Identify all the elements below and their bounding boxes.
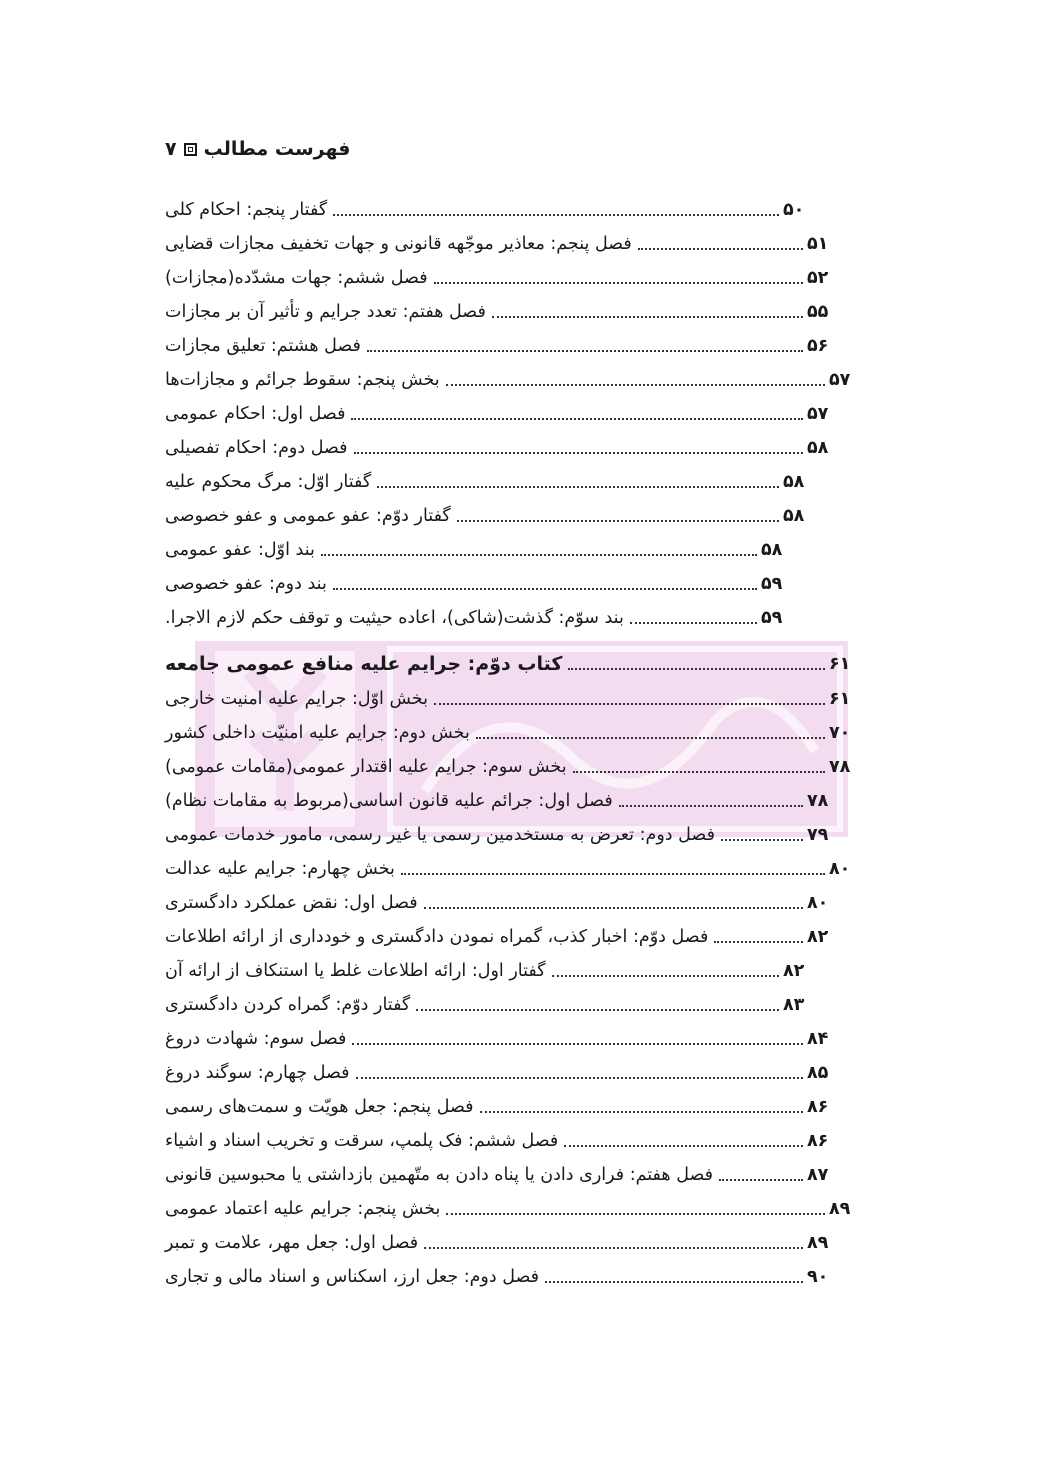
dot-leader	[545, 1281, 803, 1283]
toc-entry-title: فصل ششم: جهات مشدّده(مجازات)	[165, 268, 428, 288]
toc-entry[interactable]	[165, 468, 855, 496]
toc-entry-page: ۵۲	[807, 268, 829, 288]
toc-entry-page: ۸۰	[807, 893, 829, 913]
toc-entry[interactable]	[165, 1093, 855, 1121]
toc-entry-title: فصل اول: نقض عملکرد دادگستری	[165, 893, 418, 913]
dot-leader	[424, 1247, 803, 1249]
dot-leader	[564, 1145, 803, 1147]
toc-entry[interactable]	[165, 991, 855, 1019]
toc-entry[interactable]	[165, 570, 855, 598]
dot-leader	[401, 873, 825, 875]
toc-entry[interactable]	[165, 230, 855, 258]
toc-entry-title: کتاب دوّم: جرایم علیه منافع عمومی جامعه	[165, 653, 563, 675]
toc-entry-page: ۷۹	[807, 825, 829, 845]
dot-leader	[446, 384, 825, 386]
toc-entry-page: ۵۸	[783, 472, 805, 492]
toc-entry[interactable]	[165, 298, 855, 326]
dot-leader	[446, 1213, 825, 1215]
dot-leader	[552, 975, 779, 977]
toc-entry[interactable]	[165, 821, 855, 849]
toc-entry-page: ۸۵	[807, 1063, 829, 1083]
toc-entry-title: بند دوم: عفو خصوصی	[165, 574, 327, 594]
toc-entry[interactable]	[165, 1161, 855, 1189]
page-header	[165, 138, 350, 160]
dot-leader	[321, 554, 757, 556]
toc-entry-title: بخش پنجم: سقوط جرائم و مجازات‌ها	[165, 370, 440, 390]
dot-leader	[480, 1111, 804, 1113]
toc-entry-page: ۷۸	[807, 791, 829, 811]
toc-entry-title: بخش سوم: جرایم علیه اقتدار عمومی(مقامات عمومی)	[165, 757, 567, 777]
toc-entry-page: ۵۹	[761, 574, 783, 594]
toc-entry[interactable]	[165, 855, 855, 883]
toc-entry-title: فصل چهارم: سوگند دروغ	[165, 1063, 350, 1083]
toc-entry[interactable]	[165, 889, 855, 917]
toc-entry[interactable]	[165, 650, 855, 678]
dot-leader	[352, 1043, 803, 1045]
toc-entry-title: فصل هفتم: تعدد جرایم و تأثیر آن بر مجازات	[165, 302, 486, 322]
toc-entry-title: بند سوّم: گذشت(شاکی)، اعاده حیثیت و توقف حکم لازم الاجرا.	[165, 608, 624, 628]
dot-leader	[719, 1179, 803, 1181]
toc-entry[interactable]	[165, 366, 855, 394]
toc-entry-title: فصل دوم: جعل ارز، اسکناس و اسناد مالی و تجاری	[165, 1267, 540, 1287]
toc-entry-page: ۵۸	[761, 540, 783, 560]
dot-leader	[356, 1077, 803, 1079]
toc-entry-title: فصل دوّم: اخبار کذب، گمراه نمودن دادگستری و خودداری از ارائه اطلاعات	[165, 927, 709, 947]
toc-entry[interactable]	[165, 923, 855, 951]
toc-entry-page: ۸۶	[807, 1131, 829, 1151]
toc-entry-page: ۹۰	[807, 1267, 829, 1287]
toc-entry-title: فصل ششم: فک پلمپ، سرقت و تخریب اسناد و اشیاء	[165, 1131, 559, 1151]
toc-entry-title: بند اوّل: عفو عمومی	[165, 540, 315, 560]
toc-entry-title: فصل اول: جرائم علیه قانون اساسی(مربوط به مقامات نظام)	[165, 791, 613, 811]
toc-entry-title: فصل پنجم: معاذیر موجّهه قانونی و جهات تخفیف مجازات قضایی	[165, 234, 632, 254]
toc-entry-page: ۷۸	[829, 757, 851, 777]
toc-entry-title: فصل سوم: شهادت دروغ	[165, 1029, 347, 1049]
dot-leader	[573, 771, 825, 773]
toc-entry[interactable]	[165, 753, 855, 781]
dot-leader	[630, 622, 757, 624]
dot-leader	[416, 1009, 779, 1011]
toc-entry-page: ۵۸	[807, 438, 829, 458]
dot-leader	[333, 588, 757, 590]
dot-leader	[354, 452, 803, 454]
toc-entry-page: ۵۷	[807, 404, 829, 424]
toc-entry-page: ۵۱	[807, 234, 829, 254]
toc-entry[interactable]	[165, 1263, 855, 1291]
toc-entry-page: ۸۰	[829, 859, 851, 879]
toc-entry[interactable]	[165, 604, 855, 632]
toc-entry-page: ۸۷	[807, 1165, 829, 1185]
toc-entry-title: گفتار دوّم: عفو عمومی و عفو خصوصی	[165, 506, 451, 526]
toc-entry[interactable]	[165, 400, 855, 428]
toc-entry[interactable]	[165, 264, 855, 292]
toc-entry-title: فصل هفتم: فراری دادن یا پناه دادن به متّهمین بازداشتی یا محبوسین قانونی	[165, 1165, 713, 1185]
toc-entry-title: گفتار اوّل: مرگ محکوم علیه	[165, 472, 372, 492]
square-bullet-icon	[184, 143, 197, 156]
toc-entry-page: ۶۱	[829, 654, 851, 674]
toc-entry-page: ۵۹	[761, 608, 783, 628]
toc-entry-page: ۸۹	[807, 1233, 829, 1253]
toc-entry-page: ۸۲	[807, 927, 829, 947]
toc-entry-title: بخش دوم: جرایم علیه امنیّت داخلی کشور	[165, 723, 470, 743]
toc-entry-title: فصل دوم: تعرض به مستخدمین رسمی یا غیر رسمی، مامور خدمات عمومی	[165, 825, 715, 845]
dot-leader	[434, 282, 803, 284]
toc-entry-title: گفتار پنجم: احکام کلی	[165, 200, 328, 220]
dot-leader	[333, 214, 779, 216]
toc-entry[interactable]	[165, 536, 855, 564]
toc-entry-page: ۸۳	[783, 995, 805, 1015]
toc-entry-page: ۵۵	[807, 302, 829, 322]
toc-entry[interactable]	[165, 787, 855, 815]
toc-entry-page: ۸۴	[807, 1029, 829, 1049]
toc-entry-title: فصل هشتم: تعلیق مجازات	[165, 336, 361, 356]
toc-entry-title: بخش اوّل: جرایم علیه امنیت خارجی	[165, 689, 428, 709]
dot-leader	[367, 350, 803, 352]
dot-leader	[434, 703, 825, 705]
toc-entry-page: ۸۲	[783, 961, 805, 981]
page-number: ۷	[165, 138, 177, 160]
toc-entry-page: ۵۰	[783, 200, 805, 220]
dot-leader	[457, 520, 779, 522]
toc-entry[interactable]	[165, 502, 855, 530]
toc-entry-title: فصل اول: احکام عمومی	[165, 404, 346, 424]
toc-entry[interactable]	[165, 434, 855, 462]
dot-leader	[377, 486, 779, 488]
toc-entry-page: ۸۶	[807, 1097, 829, 1117]
toc-entry-page: ۷۰	[829, 723, 851, 743]
toc-entry[interactable]	[165, 1195, 855, 1223]
toc-entry[interactable]	[165, 332, 855, 360]
dot-leader	[492, 316, 803, 318]
toc-entry-title: بخش چهارم: جرایم علیه عدالت	[165, 859, 395, 879]
toc-entry-title: فصل پنجم: جعل هویّت و سمت‌های رسمی	[165, 1097, 474, 1117]
dot-leader	[721, 839, 803, 841]
dot-leader	[424, 907, 803, 909]
toc-entry-page: ۸۹	[829, 1199, 851, 1219]
dot-leader	[619, 805, 803, 807]
toc-entry-title: فصل دوم: احکام تفصیلی	[165, 438, 348, 458]
toc-entry[interactable]	[165, 1229, 855, 1257]
toc-entry-page: ۵۶	[807, 336, 829, 356]
toc-entry[interactable]	[165, 1025, 855, 1053]
toc-entry[interactable]	[165, 685, 855, 713]
toc-entry[interactable]	[165, 196, 855, 224]
toc-entry-title: گفتار دوّم: گمراه کردن دادگستری	[165, 995, 411, 1015]
toc-entry-title: گفتار اول: ارائه اطلاعات غلط یا استنکاف از ارائه آن	[165, 961, 546, 981]
toc-entry-page: ۶۱	[829, 689, 851, 709]
dot-leader	[568, 668, 825, 670]
dot-leader	[476, 737, 825, 739]
dot-leader	[351, 418, 803, 420]
toc-entry-title: بخش پنجم: جرایم علیه اعتماد عمومی	[165, 1199, 441, 1219]
toc-entry[interactable]	[165, 957, 855, 985]
dot-leader	[714, 941, 803, 943]
page-title: فهرست مطالب	[203, 138, 351, 160]
toc-entry-title: فصل اول: جعل مهر، علامت و تمبر	[165, 1233, 419, 1253]
toc-entry[interactable]	[165, 1127, 855, 1155]
dot-leader	[638, 248, 803, 250]
toc-entry[interactable]	[165, 719, 855, 747]
toc-entry-page: ۵۸	[783, 506, 805, 526]
toc-entry[interactable]	[165, 1059, 855, 1087]
toc-entry-page: ۵۷	[829, 370, 851, 390]
